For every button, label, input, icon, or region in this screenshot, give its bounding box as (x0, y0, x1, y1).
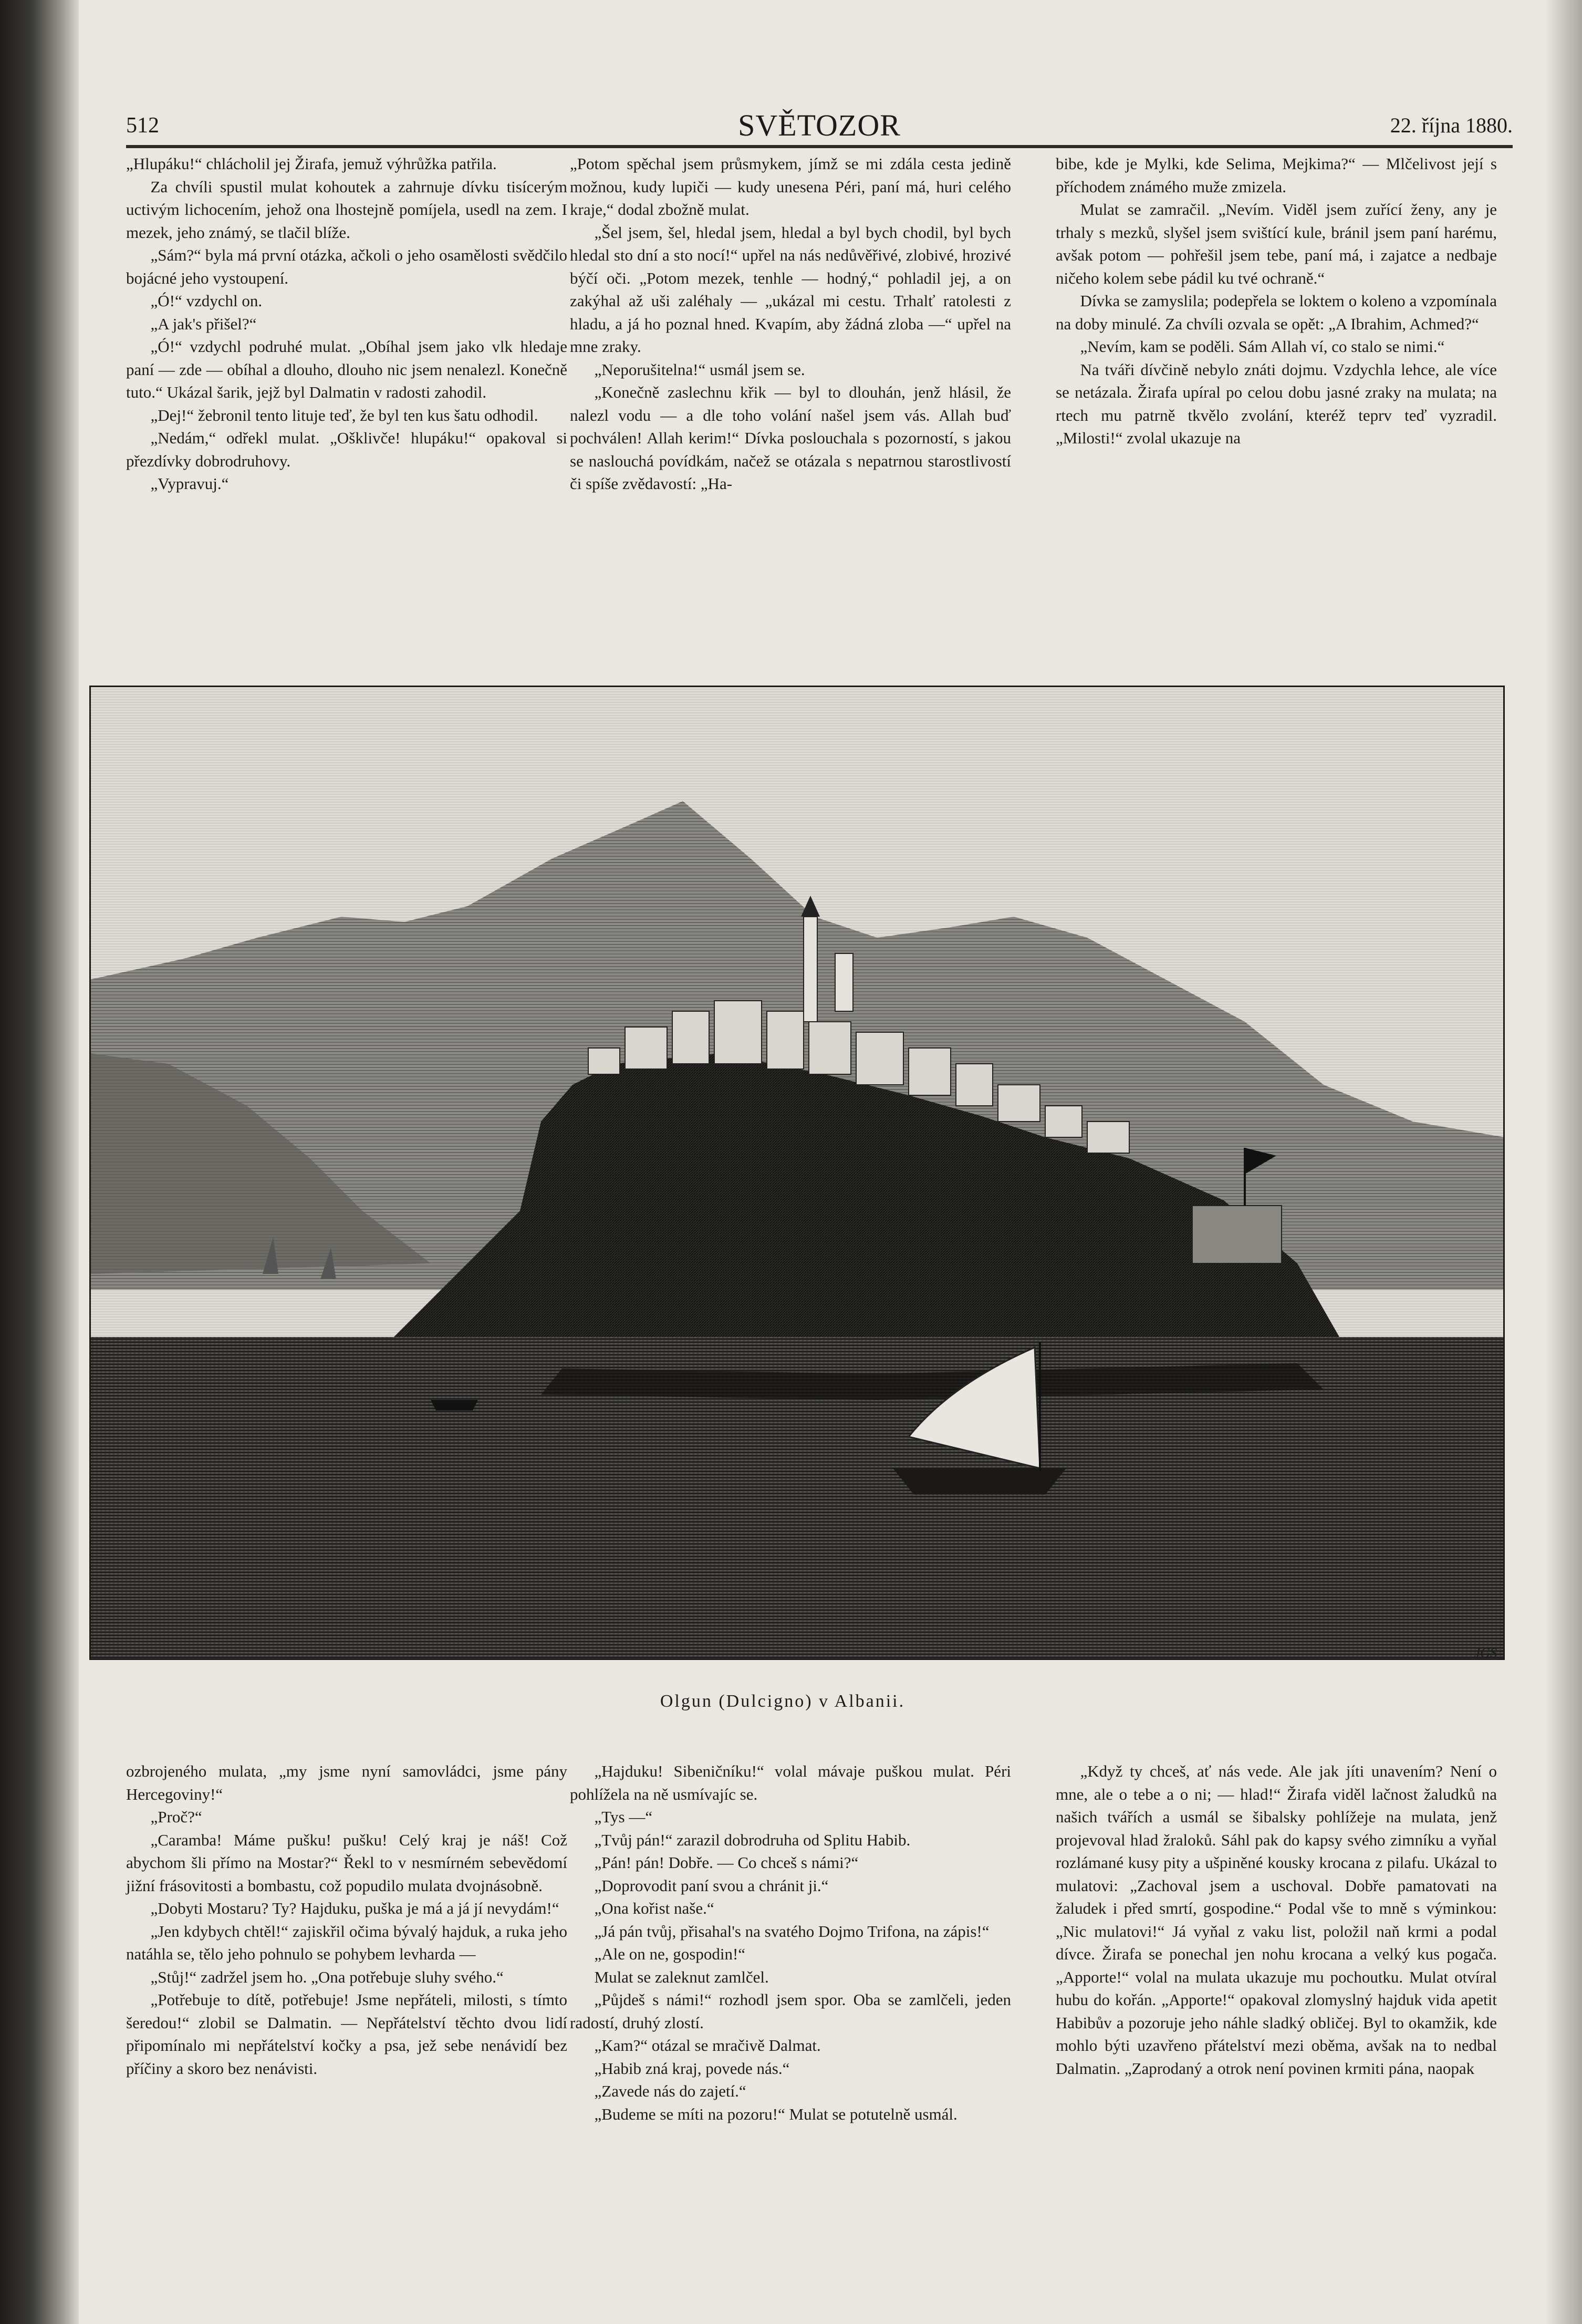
paragraph: „Hlupáku!“ chlácholil jej Žirafa, jemuž výhrůžka patřila. (126, 154, 497, 173)
paragraph: „Tys —“ (594, 1808, 653, 1826)
page-right-edge (1545, 0, 1582, 2324)
issue-date: 22. října 1880. (1390, 113, 1513, 137)
paragraph: „Dej!“ žebronil tento lituje teď, že byl ten kus šatu odhodil. (150, 406, 538, 424)
engraver-signature: JGS (1474, 1645, 1497, 1661)
paragraph: „Kam?“ otázal se mračivě Dalmat. (594, 2036, 821, 2055)
paragraph: „Dobyti Mostaru? Ty? Hajduku, puška je má a já jí nevydám!“ (150, 1899, 559, 1917)
tower (835, 953, 853, 1011)
paragraph: „Potřebuje to dítě, potřebuje! Jsme nepřáteli, milosti, s tímto šeredou!“ zlobil se Dalmatin. — Nepřátelství těchto dvou lidí připomínalo mi nepřátelství kočky a psa, jež sebe nenávidí bez příčiny a skoro bez nenávisti. (126, 1990, 567, 2078)
paragraph: „Když ty chceš, ať nás vede. Ale jak jíti unavením? Není o mne, ale o tebe a o ni; — hlad!“ Žirafa viděl lačnost žaludků na našich tvářích a usmál se šibalsky pohlížeje na mulata, jenž projevoval hlad žraloků. Sáhl pak do kapsy svého zimníku a vyňal rozlámané kusy pity a ušpiněné kousky krocana z pilafu. Ukázal to mulatovi: „Zachoval jsem a uschoval. Dobře pamatovati na žaludek i před smrtí, gospodine.“ Podal vše to mně s výminkou: „Nic mulatovi!“ Já vyňal z vaku list, položil naň krmi a podal dívce. Žirafa se ponechal jen nohu krocana a velký kus pogača. „Apporte!“ volal na mulata ukazuje mu pochoutku. Mulat otvíral hubu do kořán. „Apporte!“ opakoval zlomyslný hajduk vida apetit Habibův a pozoruje jeho náhle sladký obličej. Byl to okamžik, kde mohlo býti uzavřeno přátelství mezi oběma, avšak na to nedbal Dalmatin. „Zaprodaný a otrok není povinen krmiti pána, naopak (1056, 1762, 1497, 2078)
paragraph: „Šel jsem, šel, hledal jsem, hledal a byl bych chodil, byl bych hledal sto dní a sto nocí!“ upřel na nás nedůvěřivé, zlobivé, hrozivé býčí oči. „Potom mezek, tenhle — hodný,“ pohladil jej, a on zakýhal až uši zaléhaly — „ukázal mi cestu. Trhalť ratolesti z hladu, a já ho poznal hned. Kvapím, aby žádná zloba —“ upřel na mne zraky. (570, 223, 1011, 356)
bottom-column-1 (126, 1760, 567, 2080)
page-number: 512 (126, 113, 159, 138)
paragraph: „Ona kořist naše.“ (594, 1899, 714, 1917)
paragraph: „Ale on ne, gospodin!“ (594, 1945, 746, 1963)
paragraph: „Pán! pán! Dobře. — Co chceš s námi?“ (594, 1853, 859, 1872)
engraving-illustration (89, 686, 1505, 1660)
paragraph: „Stůj!“ zadržel jsem ho. „Ona potřebuje sluhy svého.“ (150, 1967, 504, 1986)
paragraph: „Caramba! Máme pušku! pušku! Celý kraj je náš! Což abychom šli přímo na Mostar?“ Řekl to v nesmírném sebevědomí jižní frásovitosti a bombastu, což popudilo mulata dvojnásobně. (126, 1830, 567, 1895)
book-binding-edge (0, 0, 79, 2324)
running-header (126, 108, 1513, 144)
top-column-3 (1056, 152, 1497, 450)
paragraph: ozbrojeného mulata, „my jsme nyní samovládci, jsme pány Hercegoviny!“ (126, 1762, 567, 1803)
paragraph: „Hajduku! Sibeničníku!“ volal mávaje puškou mulat. Péri pohlížela na ně usmívajíc se. (570, 1762, 1011, 1803)
magazine-page (89, 0, 1549, 2324)
paragraph: Mulat se zaleknut zamlčel. (594, 1967, 769, 1986)
boat-hull (893, 1468, 1066, 1495)
paragraph: Na tváři dívčině nebylo znáti dojmu. Vzdychla lehce, ale více se netázala. Žirafa upíral po celou dobu jasné zraky na mulata; na rtech mu patrně tkvělo zvolání, kteréž teprv teď vyzradil. „Milosti!“ zvolal ukazuje na (1056, 360, 1497, 447)
paragraph: „Jen kdybych chtěl!“ zajiskřil očima bývalý hajduk, a ruka jeho natáhla se, tělo jeho pohnulo se pohybem levharda — (126, 1922, 567, 1963)
top-column-2 (570, 152, 1011, 495)
paragraph: „Habib zná kraj, povede nás.“ (594, 2059, 790, 2078)
paragraph: Dívka se zamyslila; podepřela se loktem o koleno a vzpomínala na doby minulé. Za chvíli ozvala se opět: „A Ibrahim, Achmed?“ (1056, 292, 1497, 333)
paragraph: „Sám?“ byla má první otázka, ačkoli o jeho osamělosti svědčilo bojácné jeho vystoupení. (126, 246, 567, 287)
paragraph: „Potom spěchal jsem průsmykem, jímž se mi zdála cesta jedině možnou, kudy lupiči — kudy unesena Péri, paní má, huri celého kraje,“ dodal zbožně mulat. (570, 154, 1011, 219)
paragraph: „Neporušitelna!“ usmál jsem se. (594, 360, 805, 379)
header-rule (126, 145, 1513, 148)
paragraph: „Budeme se míti na pozoru!“ Mulat se potutelně usmál. (594, 2104, 957, 2123)
bottom-column-2 (570, 1760, 1011, 2125)
top-column-1 (126, 152, 567, 495)
minaret (804, 917, 817, 1022)
paragraph: Mulat se zamračil. „Nevím. Viděl jsem zuřící ženy, any je trhaly s mezků, slyšel jsem svištící kule, bránil jsem paní harému, avšak potom — pohřešil jsem tebe, paní má, i zajatce a nedbaje ničeho kolem sebe pádil ku tvé ochraně.“ (1056, 200, 1497, 287)
small-boat (431, 1400, 478, 1410)
paragraph: „Ó!“ vzdychl podruhé mulat. „Obíhal jsem jako vlk hledaje paní — zde — obíhal a dlouho, dlouho nic jsem nenalezl. Konečně tuto.“ Ukázal šarik, jejž byl Dalmatin v radosti zahodil. (126, 337, 567, 401)
fortress (1192, 1206, 1282, 1263)
paragraph: „Doprovodit paní svou a chránit ji.“ (594, 1876, 829, 1895)
paragraph: „Ó!“ vzdychl on. (150, 292, 263, 310)
paragraph: „Zavede nás do zajetí.“ (594, 2082, 746, 2100)
paragraph: „Proč?“ (150, 1808, 202, 1826)
paragraph: „Vypravuj.“ (150, 474, 229, 493)
paragraph: Za chvíli spustil mulat kohoutek a zahrnuje dívku tisícerým uctivým lichocením, jehož ona lhostejně pomíjela, usedl na zem. I mezek, jeho známý, se tlačil blíže. (126, 177, 567, 242)
paragraph: „Tvůj pán!“ zarazil dobrodruha od Splitu Habib. (594, 1830, 911, 1849)
paragraph: „A jak's přišel?“ (150, 314, 257, 333)
paragraph: „Nedám,“ odřekl mulat. „Ošklivče! hlupáku!“ opakoval si přezdívky dobrodruhovy. (126, 429, 567, 470)
paragraph: bibe, kde je Mylki, kde Selima, Mejkima?“ — Mlčelivost její s příchodem známého muže zmizela. (1056, 154, 1497, 196)
paragraph: „Konečně zaslechnu křik — byl to dlouhán, jenž hlásil, že nalezl vodu — a dle toho volání našel jsem vás. Allah buď pochválen! Allah kerim!“ Dívka poslouchala s pozorností, s jakou se naslouchá povídkám, načež se otázala s nepatrnou starostlivostí či spíše zvědavostí: „Ha- (570, 383, 1011, 493)
paragraph: „Nevím, kam se poděli. Sám Allah ví, co stalo se nimi.“ (1080, 337, 1445, 356)
paragraph: „Půjdeš s námi!“ rozhodl jsem spor. Oba se zamlčeli, jeden radostí, druhý zlostí. (570, 1990, 1011, 2032)
paragraph: „Já pán tvůj, přisahal's na svatého Dojmo Trifona, na zápis!“ (594, 1922, 990, 1941)
illustration-caption: Olgun (Dulcigno) v Albanii. (660, 1692, 906, 1711)
journal-title: SVĚTOZOR (738, 108, 901, 142)
bottom-column-3 (1056, 1760, 1497, 2080)
